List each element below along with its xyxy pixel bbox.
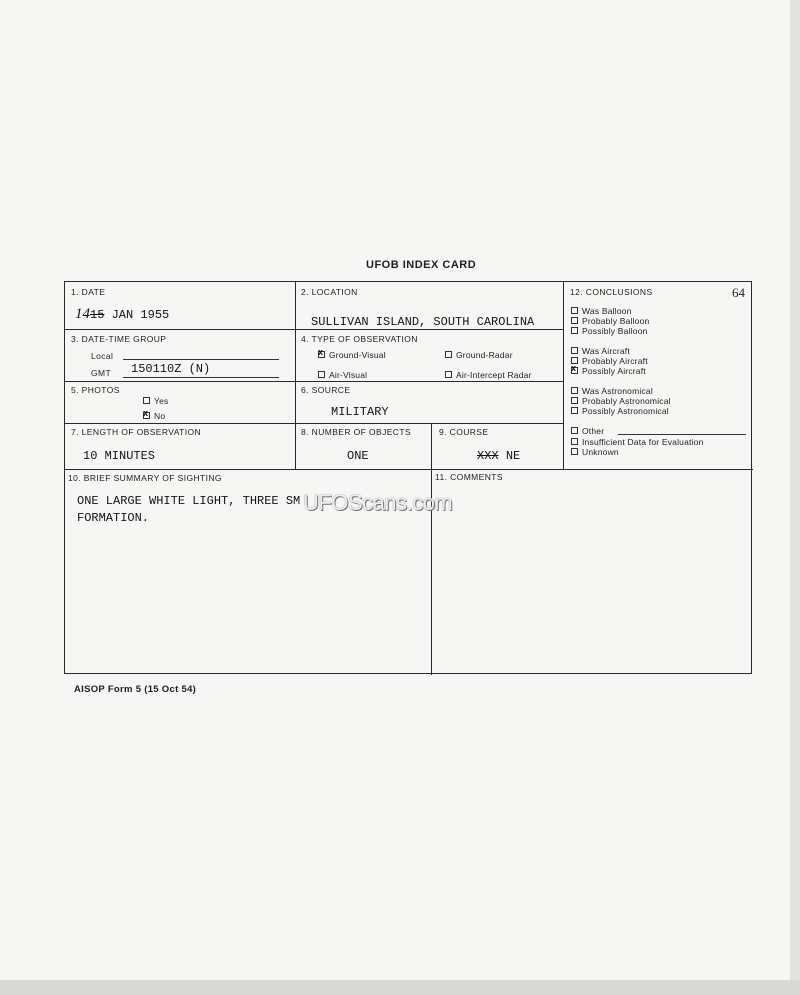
location-value: SULLIVAN ISLAND, SOUTH CAROLINA <box>311 315 535 329</box>
conclusion-probably-balloon: Probably Balloon <box>571 316 649 326</box>
date-month-year: JAN 1955 <box>111 308 170 322</box>
summary-line-2: FORMATION. <box>77 511 150 525</box>
date-day-struck: 15 <box>90 308 105 322</box>
course-direction: NE <box>505 449 521 463</box>
course-label: 9. COURSE <box>439 427 489 437</box>
gmt-line <box>123 377 279 378</box>
card-number: 64 <box>732 285 745 300</box>
divider <box>431 423 432 675</box>
conclusion-was-astronomical: Was Astronomical <box>571 386 653 396</box>
conclusion-possibly-aircraft: xPossibly Aircraft <box>571 366 646 376</box>
local-line <box>123 359 279 360</box>
divider <box>65 381 563 382</box>
checkbox <box>318 371 325 378</box>
checkbox <box>571 397 578 404</box>
conclusion-was-aircraft: Was Aircraft <box>571 346 630 356</box>
brief-summary-label: 10. BRIEF SUMMARY OF SIGHTING <box>68 473 222 483</box>
option-ground-radar: Ground-Radar <box>445 350 513 360</box>
conclusion-probably-aircraft: Probably Aircraft <box>571 356 648 366</box>
conclusion-other: Other <box>571 426 604 436</box>
option-ground-visual: xGround-Visual <box>318 350 386 360</box>
option-air-visual: Air-Visual <box>318 370 367 380</box>
conclusion-probably-astronomical: Probably Astronomical <box>571 396 671 406</box>
divider <box>563 282 564 469</box>
length-value: 10 MINUTES <box>83 449 156 463</box>
checkbox <box>571 347 578 354</box>
gmt-label: GMT <box>91 368 112 378</box>
number-of-objects-label: 8. NUMBER OF OBJECTS <box>301 427 412 437</box>
number-of-objects-value: ONE <box>347 449 369 463</box>
checkbox-checked <box>318 351 325 358</box>
option-photos-no: xNo <box>143 411 165 421</box>
other-line <box>618 434 746 435</box>
divider <box>295 282 296 469</box>
index-card-form <box>64 281 752 674</box>
scan-edge-right <box>790 0 800 995</box>
comments-label: 11. COMMENTS <box>435 472 503 482</box>
checkbox <box>571 387 578 394</box>
divider <box>65 329 563 330</box>
local-label: Local <box>91 351 114 361</box>
checkbox <box>571 427 578 434</box>
conclusions-label: 12. CONCLUSIONS <box>570 287 653 297</box>
summary-line-1: ONE LARGE WHITE LIGHT, THREE SM <box>77 494 301 508</box>
checkbox <box>445 371 452 378</box>
photos-label: 5. PHOTOS <box>71 385 120 395</box>
location-label: 2. LOCATION <box>301 287 358 297</box>
checkbox <box>571 448 578 455</box>
gmt-value: 150110Z (N) <box>131 362 211 376</box>
divider <box>65 469 753 470</box>
date-value <box>75 306 169 323</box>
conclusion-possibly-balloon: Possibly Balloon <box>571 326 648 336</box>
type-of-observation-label: 4. TYPE OF OBSERVATION <box>301 334 418 344</box>
conclusion-unknown: Unknown <box>571 447 619 457</box>
source-value: MILITARY <box>331 405 389 419</box>
conclusion-was-balloon: Was Balloon <box>571 306 632 316</box>
conclusion-possibly-astronomical: Possibly Astronomical <box>571 406 669 416</box>
course-struck: XXX <box>477 449 499 463</box>
date-time-group-label: 3. DATE-TIME GROUP <box>71 334 167 344</box>
checkbox <box>571 327 578 334</box>
watermark: UFOScans.com <box>303 490 453 515</box>
option-air-intercept-radar: Air-Intercept Radar <box>445 370 532 380</box>
length-label: 7. LENGTH OF OBSERVATION <box>71 427 202 437</box>
checkbox <box>143 397 150 404</box>
checkbox-checked <box>571 367 578 374</box>
divider <box>65 423 563 424</box>
conclusion-insufficient-data: Insufficient Data for Evaluation <box>571 437 704 447</box>
checkbox-checked <box>143 412 150 419</box>
checkbox <box>571 407 578 414</box>
date-label: 1. DATE <box>71 287 106 297</box>
source-label: 6. SOURCE <box>301 385 351 395</box>
date-day-handwritten: 14 <box>75 306 90 322</box>
course-value <box>477 449 520 463</box>
option-photos-yes: Yes <box>143 396 168 406</box>
checkbox <box>571 317 578 324</box>
checkbox <box>571 307 578 314</box>
checkbox <box>445 351 452 358</box>
scan-edge-bottom <box>0 980 800 995</box>
card-title: UFOB INDEX CARD <box>366 259 477 271</box>
checkbox <box>571 438 578 445</box>
form-identifier: AISOP Form 5 (15 Oct 54) <box>74 684 197 695</box>
